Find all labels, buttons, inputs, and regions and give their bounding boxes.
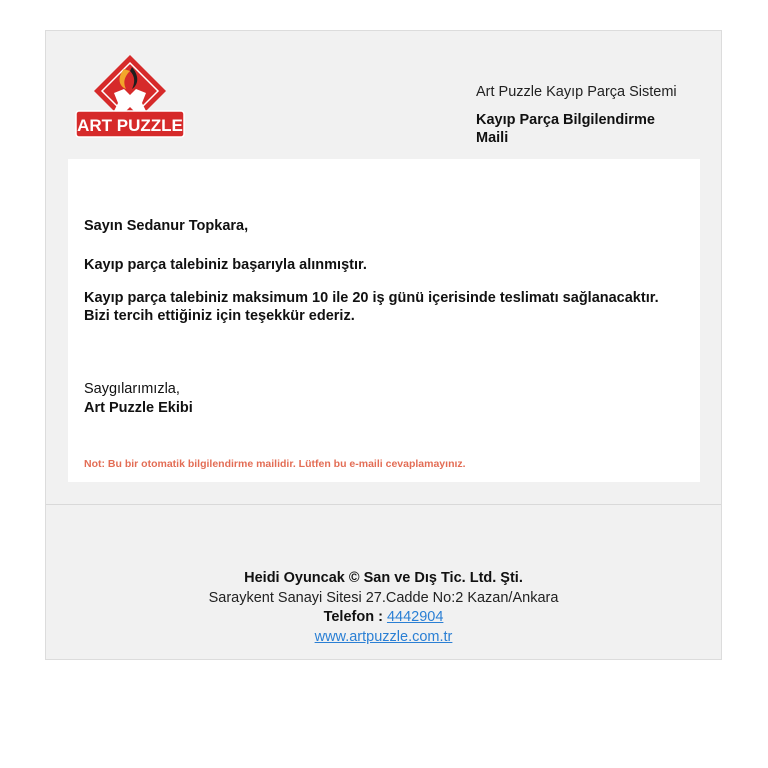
email-footer	[46, 569, 721, 647]
email-header	[46, 31, 721, 159]
request-received-text: Kayıp parça talebiniz başarıyla alınmıştır.	[84, 257, 367, 273]
company-address: Saraykent Sanayi Sitesi 27.Cadde No:2 Kazan/Ankara	[208, 589, 559, 606]
delivery-text: Kayıp parça talebiniz maksimum 10 ile 20 iş günü içerisinde teslimatı sağlanacaktır.	[84, 290, 659, 306]
website-link[interactable]: www.artpuzzle.com.tr	[314, 628, 453, 645]
message-body	[68, 159, 700, 482]
phone-link[interactable]: 4442904	[386, 609, 444, 625]
company-name: Heidi Oyuncak © San ve Dış Tic. Ltd. Şti.	[244, 570, 523, 586]
footer-divider	[46, 504, 721, 505]
svg-text:ART PUZZLE: ART PUZZLE	[77, 116, 183, 135]
thanks-text: Bizi tercih ettiğiniz için teşekkür ederiz.	[84, 308, 355, 324]
system-name: Art Puzzle Kayıp Parça Sistemi	[476, 84, 677, 100]
phone-line	[46, 608, 721, 628]
email-container	[45, 30, 722, 660]
greeting: Sayın Sedanur Topkara,	[84, 218, 249, 234]
art-puzzle-logo	[74, 53, 186, 139]
team-signature: Art Puzzle Ekibi	[84, 400, 193, 416]
mail-title: Kayıp Parça Bilgilendirme Maili	[476, 112, 655, 146]
auto-mail-note: Not: Bu bir otomatik bilgilendirme mailidir. Lütfen bu e-maili cevaplamayınız.	[84, 458, 466, 470]
phone-label: Telefon :	[323, 609, 383, 625]
regards-text: Saygılarımızla,	[84, 381, 180, 397]
